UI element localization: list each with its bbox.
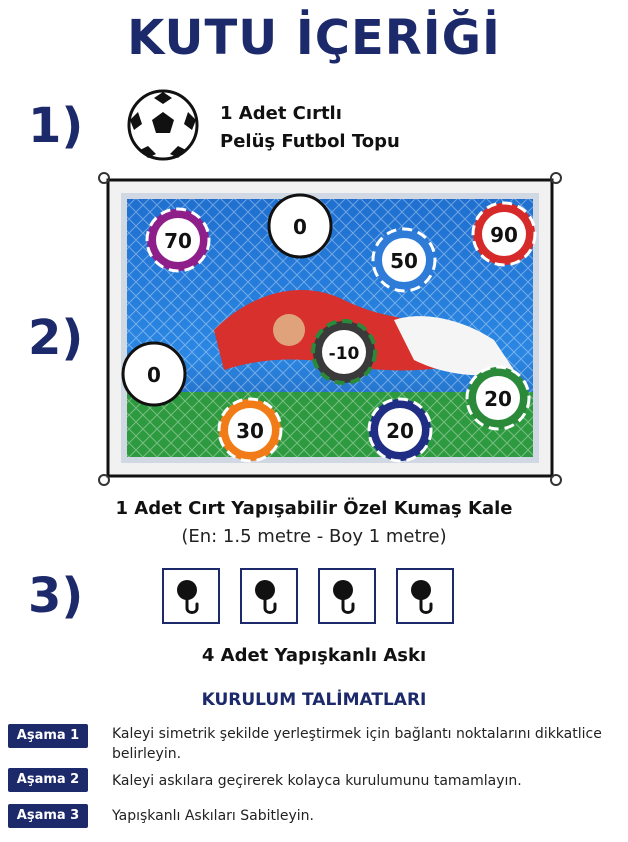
target-label: 20 [484, 387, 512, 411]
target-chip [313, 321, 375, 383]
target-chip [473, 203, 535, 265]
hook-box [318, 568, 376, 624]
goal-target-image [94, 170, 566, 488]
item-number-3: 3) [28, 568, 84, 624]
hook-box [162, 568, 220, 624]
hook-icon [320, 570, 374, 622]
stage-text-3: Yapışkanlı Askıları Sabitleyin. [112, 808, 314, 824]
stage-text-2: Kaleyi askılara geçirerek kolayca kurulumunu tamamlayın. [112, 773, 522, 789]
stage-badge-2: Aşama 2 [8, 768, 88, 792]
target-chip [373, 229, 435, 291]
ball-description-line1: 1 Adet Cırtlı [220, 103, 342, 124]
target-label: 20 [386, 419, 414, 443]
target-chip [467, 367, 529, 429]
target-chip [369, 399, 431, 461]
page-title: KUTU İÇERİĞİ [127, 10, 501, 66]
target-chip [147, 209, 209, 271]
stage-badge-3: Aşama 3 [8, 804, 88, 828]
target-label: 0 [293, 215, 307, 239]
soccer-ball-icon [126, 88, 200, 162]
hook-icon [242, 570, 296, 622]
stage-text-1: Kaleyi simetrik şekilde yerleştirmek için bağlantı noktalarını dikkatlice belirleyin. [112, 726, 602, 762]
target-chip [219, 399, 281, 461]
target-label: 70 [164, 229, 192, 253]
stage-badge-1: Aşama 1 [8, 724, 88, 748]
item-number-2: 2) [28, 310, 84, 366]
instructions-title: KURULUM TALİMATLARI [201, 690, 427, 710]
hook-icon [398, 570, 452, 622]
ball-description [220, 100, 400, 156]
goal-dimensions: (En: 1.5 metre - Boy 1 metre) [181, 526, 447, 547]
hook-box [240, 568, 298, 624]
target-label: -10 [328, 344, 360, 364]
hook-box [396, 568, 454, 624]
target-label: 30 [236, 419, 264, 443]
goal-caption: 1 Adet Cırt Yapışabilir Özel Kumaş Kale [115, 498, 513, 519]
target-ball [123, 343, 185, 405]
ball-description-line2: Pelüş Futbol Topu [220, 131, 400, 152]
target-ball [269, 195, 331, 257]
hook-icon [164, 570, 218, 622]
target-label: 0 [147, 363, 161, 387]
hooks-caption: 4 Adet Yapışkanlı Askı [201, 645, 427, 666]
item-number-1: 1) [28, 98, 84, 154]
target-label: 90 [490, 223, 518, 247]
target-label: 50 [390, 249, 418, 273]
